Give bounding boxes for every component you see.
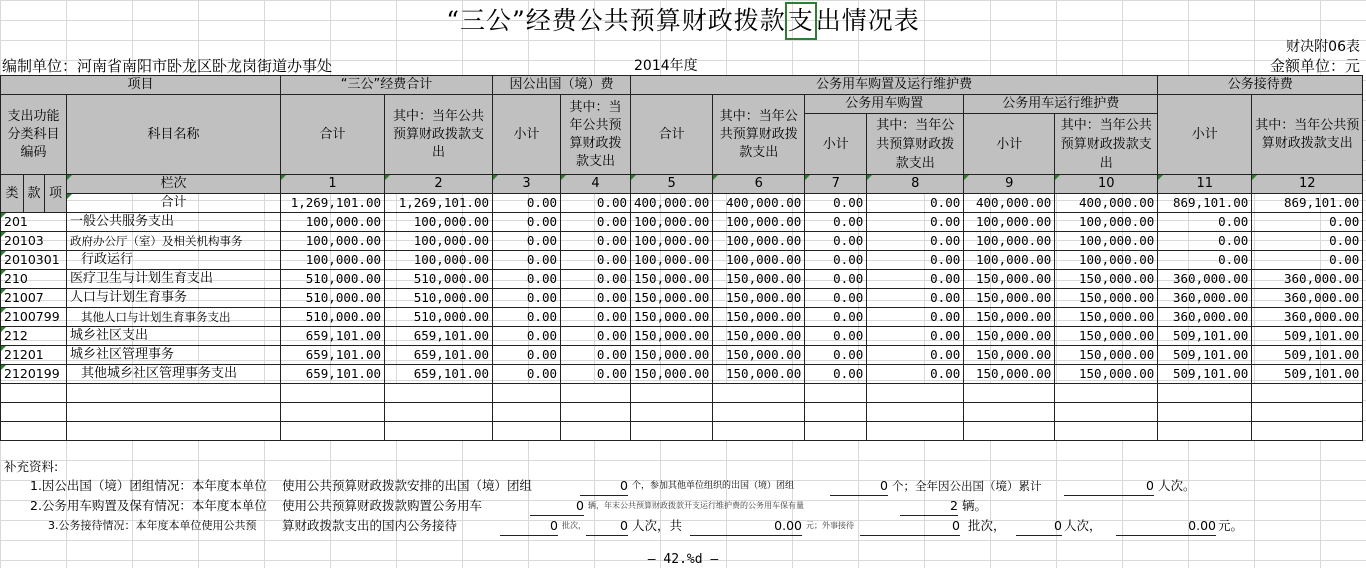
row-value-col-5[interactable]: 100,000.00 <box>631 251 713 270</box>
total-value-col-3[interactable]: 0.00 <box>493 194 561 213</box>
supp1-text-c: 个，参加其他单位组织的出国（境）团组 <box>632 481 795 491</box>
empty-row <box>1 403 1363 422</box>
row-subject-name[interactable]: 其他城乡社区管理事务支出 <box>67 365 281 384</box>
column-number-8[interactable]: 8 <box>867 175 964 194</box>
supp3-value-5[interactable]: 0 <box>1016 517 1062 536</box>
row-value-col-9[interactable]: 100,000.00 <box>964 232 1055 251</box>
empty-cell[interactable] <box>631 403 713 422</box>
empty-cell[interactable] <box>867 384 964 403</box>
table-row <box>1 308 1363 327</box>
row-value-col-5[interactable]: 150,000.00 <box>631 270 713 289</box>
supp3-value-1[interactable]: 0 <box>500 517 558 536</box>
supp2-text-c: 辆，年末公共预算财政拨款开支运行维护费的公务用车保有量 <box>588 501 804 510</box>
row-value-col-9[interactable]: 150,000.00 <box>964 270 1055 289</box>
row-value-col-7[interactable]: 0.00 <box>805 289 867 308</box>
empty-cell[interactable] <box>867 403 964 422</box>
header-row-subgroups <box>1 95 1363 114</box>
row-value-col-10[interactable]: 150,000.00 <box>1055 308 1158 327</box>
row-value-col-11[interactable]: 0.00 <box>1158 213 1252 232</box>
empty-cell[interactable] <box>867 422 964 441</box>
empty-cell[interactable] <box>1055 403 1158 422</box>
row-value-col-4[interactable]: 0.00 <box>561 289 631 308</box>
row-value-col-11[interactable]: 509,101.00 <box>1158 327 1252 346</box>
form-number: 财决附06表 <box>1286 39 1360 55</box>
row-code[interactable]: 2010301 <box>1 251 67 270</box>
row-value-col-2[interactable]: 659,101.00 <box>385 346 493 365</box>
row-value-col-8[interactable]: 0.00 <box>867 232 964 251</box>
row-value-col-5[interactable]: 150,000.00 <box>631 308 713 327</box>
total-value-col-7[interactable]: 0.00 <box>805 194 867 213</box>
supp3-text-a: 3.公务接待情况：本年度本单位使用公共预 <box>48 519 257 532</box>
row-value-col-12[interactable]: 509,101.00 <box>1252 365 1363 384</box>
supp3-value-2[interactable]: 0 <box>586 517 628 536</box>
row-subject-name[interactable]: 城乡社区管理事务 <box>67 346 281 365</box>
report-title <box>0 2 1366 40</box>
supp3-text-e: 元；外事接待 <box>806 521 854 530</box>
row-value-col-6[interactable]: 150,000.00 <box>713 365 805 384</box>
row-subject-name[interactable]: 其他人口与计划生育事务支出 <box>67 308 281 327</box>
header-car-purchase[interactable]: 公务用车购置 <box>805 95 964 114</box>
column-number-11[interactable]: 11 <box>1158 175 1252 194</box>
supp1-text-a: 1.因公出国（境）团组情况：本年度本单位 <box>30 478 267 493</box>
supp1-text-e: 人次。 <box>1158 478 1196 493</box>
page-indicator: — 42.%d — <box>647 552 719 567</box>
header-purchase-of-which[interactable]: 其中：当年公共预算财政拨款支出 <box>867 114 964 175</box>
row-code[interactable]: 21201 <box>1 346 67 365</box>
title-text-selected: 支 <box>787 6 814 35</box>
empty-cell[interactable] <box>805 422 867 441</box>
row-value-col-4[interactable]: 0.00 <box>561 232 631 251</box>
row-value-col-12[interactable]: 0.00 <box>1252 251 1363 270</box>
empty-cell[interactable] <box>561 384 631 403</box>
row-subject-name[interactable]: 医疗卫生与计划生育支出 <box>67 270 281 289</box>
row-value-col-8[interactable]: 0.00 <box>867 289 964 308</box>
header-travel-of-which[interactable]: 其中：当年公共预算财政拨款支出 <box>561 95 631 175</box>
row-value-col-1[interactable]: 659,101.00 <box>281 365 385 384</box>
empty-cell[interactable] <box>964 422 1055 441</box>
header-reception-of-which[interactable]: 其中：当年公共预算财政拨款支出 <box>1252 95 1363 175</box>
row-value-col-4[interactable]: 0.00 <box>561 365 631 384</box>
empty-cell[interactable] <box>1 403 67 422</box>
row-value-col-11[interactable]: 0.00 <box>1158 232 1252 251</box>
total-value-col-4[interactable]: 0.00 <box>561 194 631 213</box>
column-number-12[interactable]: 12 <box>1252 175 1363 194</box>
header-func-code[interactable]: 支出功能分类科目编码 <box>1 95 67 175</box>
row-value-col-3[interactable]: 0.00 <box>493 308 561 327</box>
empty-cell[interactable] <box>67 403 281 422</box>
supp2-value-1[interactable]: 0 <box>530 497 584 516</box>
row-value-col-11[interactable]: 360,000.00 <box>1158 289 1252 308</box>
row-value-col-3[interactable]: 0.00 <box>493 365 561 384</box>
header-row-groups <box>1 76 1363 95</box>
row-code[interactable]: 2120199 <box>1 365 67 384</box>
supp1-text-d: 个；全年因公出国（境）累计 <box>892 479 1042 493</box>
title-text-right: 出情况表 <box>815 6 920 35</box>
row-value-col-9[interactable]: 150,000.00 <box>964 327 1055 346</box>
row-value-col-11[interactable]: 0.00 <box>1158 251 1252 270</box>
total-row <box>1 194 1363 213</box>
row-value-col-11[interactable]: 360,000.00 <box>1158 270 1252 289</box>
row-value-col-10[interactable]: 100,000.00 <box>1055 232 1158 251</box>
row-value-col-3[interactable]: 0.00 <box>493 346 561 365</box>
table-row <box>1 251 1363 270</box>
empty-cell[interactable] <box>964 384 1055 403</box>
header-xiang[interactable]: 项 <box>45 175 67 213</box>
row-value-col-12[interactable]: 360,000.00 <box>1252 289 1363 308</box>
row-value-col-6[interactable]: 100,000.00 <box>713 213 805 232</box>
row-code[interactable]: 212 <box>1 327 67 346</box>
empty-cell[interactable] <box>281 403 385 422</box>
row-value-col-9[interactable]: 150,000.00 <box>964 346 1055 365</box>
row-value-col-10[interactable]: 150,000.00 <box>1055 270 1158 289</box>
column-number-9[interactable]: 9 <box>964 175 1055 194</box>
empty-cell[interactable] <box>805 403 867 422</box>
header-lanci[interactable]: 栏次 <box>67 175 281 194</box>
row-value-col-9[interactable]: 150,000.00 <box>964 365 1055 384</box>
empty-cell[interactable] <box>805 384 867 403</box>
empty-cell[interactable] <box>493 384 561 403</box>
empty-cell[interactable] <box>631 384 713 403</box>
row-value-col-1[interactable]: 659,101.00 <box>281 346 385 365</box>
row-value-col-8[interactable]: 0.00 <box>867 251 964 270</box>
total-value-col-1[interactable]: 1,269,101.00 <box>281 194 385 213</box>
row-value-col-2[interactable]: 510,000.00 <box>385 308 493 327</box>
row-code[interactable]: 201 <box>1 213 67 232</box>
row-value-col-3[interactable]: 0.00 <box>493 251 561 270</box>
empty-cell[interactable] <box>561 422 631 441</box>
row-value-col-9[interactable]: 100,000.00 <box>964 213 1055 232</box>
empty-cell[interactable] <box>385 403 493 422</box>
row-value-col-7[interactable]: 0.00 <box>805 327 867 346</box>
row-value-col-10[interactable]: 100,000.00 <box>1055 251 1158 270</box>
title-text-left: “三公”经费公共预算财政拨款 <box>446 6 786 35</box>
row-value-col-6[interactable]: 150,000.00 <box>713 308 805 327</box>
unit-label: 编制单位：河南省南阳市卧龙区卧龙岗街道办事处 <box>2 57 333 75</box>
row-value-col-5[interactable]: 150,000.00 <box>631 346 713 365</box>
active-cell[interactable] <box>785 2 817 40</box>
header-car[interactable]: 公务用车购置及运行维护费 <box>631 76 1158 95</box>
row-value-col-1[interactable]: 510,000.00 <box>281 308 385 327</box>
row-value-col-7[interactable]: 0.00 <box>805 232 867 251</box>
row-value-col-2[interactable]: 100,000.00 <box>385 213 493 232</box>
budget-table <box>0 75 1363 441</box>
empty-cell[interactable] <box>713 403 805 422</box>
row-value-col-2[interactable]: 659,101.00 <box>385 365 493 384</box>
table-row <box>1 270 1363 289</box>
row-value-col-4[interactable]: 0.00 <box>561 270 631 289</box>
supp3-value-6[interactable]: 0.00 <box>1116 517 1216 536</box>
header-row-column-numbers <box>1 175 1363 194</box>
supp3-value-4[interactable]: 0 <box>860 517 960 536</box>
row-value-col-6[interactable]: 100,000.00 <box>713 251 805 270</box>
row-value-col-10[interactable]: 150,000.00 <box>1055 346 1158 365</box>
supp3-text-c: 批次， <box>562 521 586 530</box>
row-value-col-6[interactable]: 150,000.00 <box>713 289 805 308</box>
column-number-2[interactable]: 2 <box>385 175 493 194</box>
header-sangong-total[interactable]: “三公”经费合计 <box>281 76 493 95</box>
header-kuan[interactable]: 款 <box>24 175 45 213</box>
row-value-col-8[interactable]: 0.00 <box>867 308 964 327</box>
row-value-col-10[interactable]: 100,000.00 <box>1055 213 1158 232</box>
total-value-col-10[interactable]: 400,000.00 <box>1055 194 1158 213</box>
empty-cell[interactable] <box>1158 422 1252 441</box>
row-value-col-3[interactable]: 0.00 <box>493 232 561 251</box>
supp3-text-f: 批次， <box>968 518 1006 533</box>
column-number-7[interactable]: 7 <box>805 175 867 194</box>
supplement-heading: 补充资料: <box>4 459 59 474</box>
row-value-col-1[interactable]: 100,000.00 <box>281 213 385 232</box>
total-value-col-8[interactable]: 0.00 <box>867 194 964 213</box>
column-number-1[interactable]: 1 <box>281 175 385 194</box>
row-value-col-2[interactable]: 100,000.00 <box>385 251 493 270</box>
table-row <box>1 232 1363 251</box>
empty-cell[interactable] <box>1055 422 1158 441</box>
row-value-col-4[interactable]: 0.00 <box>561 327 631 346</box>
row-value-col-7[interactable]: 0.00 <box>805 251 867 270</box>
empty-cell[interactable] <box>67 422 281 441</box>
row-value-col-5[interactable]: 100,000.00 <box>631 232 713 251</box>
row-value-col-3[interactable]: 0.00 <box>493 289 561 308</box>
row-value-col-8[interactable]: 0.00 <box>867 327 964 346</box>
row-value-col-2[interactable]: 510,000.00 <box>385 270 493 289</box>
column-number-10[interactable]: 10 <box>1055 175 1158 194</box>
empty-cell[interactable] <box>385 384 493 403</box>
row-value-col-12[interactable]: 509,101.00 <box>1252 346 1363 365</box>
header-car-of-which[interactable]: 其中：当年公共预算财政拨款支出 <box>713 95 805 175</box>
row-code[interactable]: 210 <box>1 270 67 289</box>
row-value-col-11[interactable]: 509,101.00 <box>1158 365 1252 384</box>
row-value-col-7[interactable]: 0.00 <box>805 308 867 327</box>
supp3-text-d: 人次，共 <box>632 518 683 533</box>
row-value-col-11[interactable]: 360,000.00 <box>1158 308 1252 327</box>
row-value-col-3[interactable]: 0.00 <box>493 270 561 289</box>
header-car-operation[interactable]: 公务用车运行维护费 <box>964 95 1158 114</box>
row-value-col-12[interactable]: 0.00 <box>1252 232 1363 251</box>
row-value-col-5[interactable]: 150,000.00 <box>631 327 713 346</box>
supp2-text-a: 2.公务用车购置及保有情况：本年度本单位 <box>30 498 267 513</box>
empty-cell[interactable] <box>1158 403 1252 422</box>
empty-cell[interactable] <box>493 422 561 441</box>
column-number-6[interactable]: 6 <box>713 175 805 194</box>
row-value-col-9[interactable]: 100,000.00 <box>964 251 1055 270</box>
row-value-col-1[interactable]: 100,000.00 <box>281 232 385 251</box>
row-value-col-12[interactable]: 0.00 <box>1252 213 1363 232</box>
row-value-col-3[interactable]: 0.00 <box>493 213 561 232</box>
table-row <box>1 289 1363 308</box>
supp2-text-b: 使用公共预算财政拨款购置公务用车 <box>282 498 483 513</box>
row-code[interactable]: 2100799 <box>1 308 67 327</box>
row-value-col-6[interactable]: 150,000.00 <box>713 270 805 289</box>
empty-cell[interactable] <box>281 384 385 403</box>
supp3-text-g: 人次， <box>1064 518 1102 533</box>
supp1-value-2[interactable]: 0 <box>830 477 888 496</box>
table-row <box>1 365 1363 384</box>
empty-cell[interactable] <box>964 403 1055 422</box>
row-value-col-4[interactable]: 0.00 <box>561 308 631 327</box>
empty-cell[interactable] <box>631 422 713 441</box>
table-row <box>1 346 1363 365</box>
supp2-value-2[interactable]: 2 <box>900 497 958 516</box>
row-value-col-2[interactable]: 510,000.00 <box>385 289 493 308</box>
empty-cell[interactable] <box>1158 384 1252 403</box>
row-value-col-9[interactable]: 150,000.00 <box>964 308 1055 327</box>
empty-cell[interactable] <box>713 422 805 441</box>
empty-cell[interactable] <box>1252 384 1363 403</box>
header-travel-subtotal[interactable]: 小计 <box>493 95 561 175</box>
header-sangong-total-sum[interactable]: 合计 <box>281 95 385 175</box>
empty-cell[interactable] <box>493 403 561 422</box>
supp3-text-h: 元。 <box>1218 518 1244 533</box>
row-subject-name[interactable]: 城乡社区支出 <box>67 327 281 346</box>
row-code[interactable]: 21007 <box>1 289 67 308</box>
total-value-col-2[interactable]: 1,269,101.00 <box>385 194 493 213</box>
empty-row <box>1 384 1363 403</box>
empty-cell[interactable] <box>281 422 385 441</box>
column-number-4[interactable]: 4 <box>561 175 631 194</box>
row-value-col-1[interactable]: 510,000.00 <box>281 289 385 308</box>
row-value-col-1[interactable]: 100,000.00 <box>281 251 385 270</box>
header-operation-subtotal[interactable]: 小计 <box>964 114 1055 175</box>
row-value-col-12[interactable]: 509,101.00 <box>1252 327 1363 346</box>
row-value-col-5[interactable]: 100,000.00 <box>631 213 713 232</box>
row-value-col-3[interactable]: 0.00 <box>493 327 561 346</box>
column-number-5[interactable]: 5 <box>631 175 713 194</box>
total-value-col-9[interactable]: 400,000.00 <box>964 194 1055 213</box>
row-value-col-7[interactable]: 0.00 <box>805 213 867 232</box>
row-subject-name[interactable]: 一般公共服务支出 <box>67 213 281 232</box>
header-sangong-of-which[interactable]: 其中：当年公共预算财政拨款支出 <box>385 95 493 175</box>
row-value-col-8[interactable]: 0.00 <box>867 365 964 384</box>
row-value-col-11[interactable]: 509,101.00 <box>1158 346 1252 365</box>
supp1-value-3[interactable]: 0 <box>1064 477 1154 496</box>
row-value-col-4[interactable]: 0.00 <box>561 346 631 365</box>
row-value-col-10[interactable]: 150,000.00 <box>1055 289 1158 308</box>
header-reception[interactable]: 公务接待费 <box>1158 76 1363 95</box>
header-item[interactable]: 项目 <box>1 76 281 95</box>
currency-unit: 金额单位：元 <box>1269 57 1360 75</box>
row-value-col-4[interactable]: 0.00 <box>561 251 631 270</box>
row-value-col-4[interactable]: 0.00 <box>561 213 631 232</box>
row-value-col-6[interactable]: 100,000.00 <box>713 232 805 251</box>
empty-cell[interactable] <box>67 384 281 403</box>
supp3-text-b: 算财政拨款支出的国内公务接待 <box>282 518 458 533</box>
empty-cell[interactable] <box>385 422 493 441</box>
report-year: 2014年度 <box>634 58 698 74</box>
row-value-col-7[interactable]: 0.00 <box>805 270 867 289</box>
total-label[interactable]: 合计 <box>67 194 281 213</box>
header-car-total[interactable]: 合计 <box>631 95 713 175</box>
row-value-col-2[interactable]: 100,000.00 <box>385 232 493 251</box>
empty-cell[interactable] <box>1252 403 1363 422</box>
row-value-col-12[interactable]: 360,000.00 <box>1252 270 1363 289</box>
header-reception-subtotal[interactable]: 小计 <box>1158 95 1252 175</box>
row-subject-name[interactable]: 人口与计划生育事务 <box>67 289 281 308</box>
row-value-col-7[interactable]: 0.00 <box>805 365 867 384</box>
supp3-value-3[interactable]: 0.00 <box>690 517 802 536</box>
supp1-value-1[interactable]: 0 <box>580 477 628 496</box>
empty-cell[interactable] <box>1 384 67 403</box>
empty-cell[interactable] <box>713 384 805 403</box>
empty-row <box>1 422 1363 441</box>
header-purchase-subtotal[interactable]: 小计 <box>805 114 867 175</box>
empty-cell[interactable] <box>561 403 631 422</box>
empty-cell[interactable] <box>1 422 67 441</box>
row-value-col-2[interactable]: 659,101.00 <box>385 327 493 346</box>
header-operation-of-which[interactable]: 其中：当年公共预算财政拨款支出 <box>1055 114 1158 175</box>
row-value-col-12[interactable]: 360,000.00 <box>1252 308 1363 327</box>
row-value-col-5[interactable]: 150,000.00 <box>631 365 713 384</box>
row-value-col-6[interactable]: 150,000.00 <box>713 346 805 365</box>
empty-cell[interactable] <box>1252 422 1363 441</box>
total-value-col-6[interactable]: 400,000.00 <box>713 194 805 213</box>
column-number-3[interactable]: 3 <box>493 175 561 194</box>
row-value-col-8[interactable]: 0.00 <box>867 270 964 289</box>
row-value-col-5[interactable]: 150,000.00 <box>631 289 713 308</box>
row-subject-name[interactable]: 政府办公厅（室）及相关机构事务 <box>67 232 281 251</box>
row-code[interactable]: 20103 <box>1 232 67 251</box>
row-value-col-10[interactable]: 150,000.00 <box>1055 365 1158 384</box>
row-value-col-7[interactable]: 0.00 <box>805 346 867 365</box>
header-travel[interactable]: 因公出国（境）费 <box>493 76 631 95</box>
total-value-col-12[interactable]: 869,101.00 <box>1252 194 1363 213</box>
row-value-col-8[interactable]: 0.00 <box>867 346 964 365</box>
total-value-col-11[interactable]: 869,101.00 <box>1158 194 1252 213</box>
row-value-col-9[interactable]: 150,000.00 <box>964 289 1055 308</box>
row-value-col-8[interactable]: 0.00 <box>867 213 964 232</box>
empty-cell[interactable] <box>1055 384 1158 403</box>
row-value-col-1[interactable]: 659,101.00 <box>281 327 385 346</box>
supp1-text-b: 使用公共预算财政拨款安排的出国（境）团组 <box>282 478 533 493</box>
total-value-col-5[interactable]: 400,000.00 <box>631 194 713 213</box>
row-subject-name[interactable]: 行政运行 <box>67 251 281 270</box>
supp2-text-d: 辆。 <box>962 498 988 513</box>
header-subject-name[interactable]: 科目名称 <box>67 95 281 175</box>
row-value-col-1[interactable]: 510,000.00 <box>281 270 385 289</box>
header-lei[interactable]: 类 <box>1 175 24 213</box>
row-value-col-6[interactable]: 150,000.00 <box>713 327 805 346</box>
table-row <box>1 327 1363 346</box>
table-row <box>1 213 1363 232</box>
row-value-col-10[interactable]: 150,000.00 <box>1055 327 1158 346</box>
